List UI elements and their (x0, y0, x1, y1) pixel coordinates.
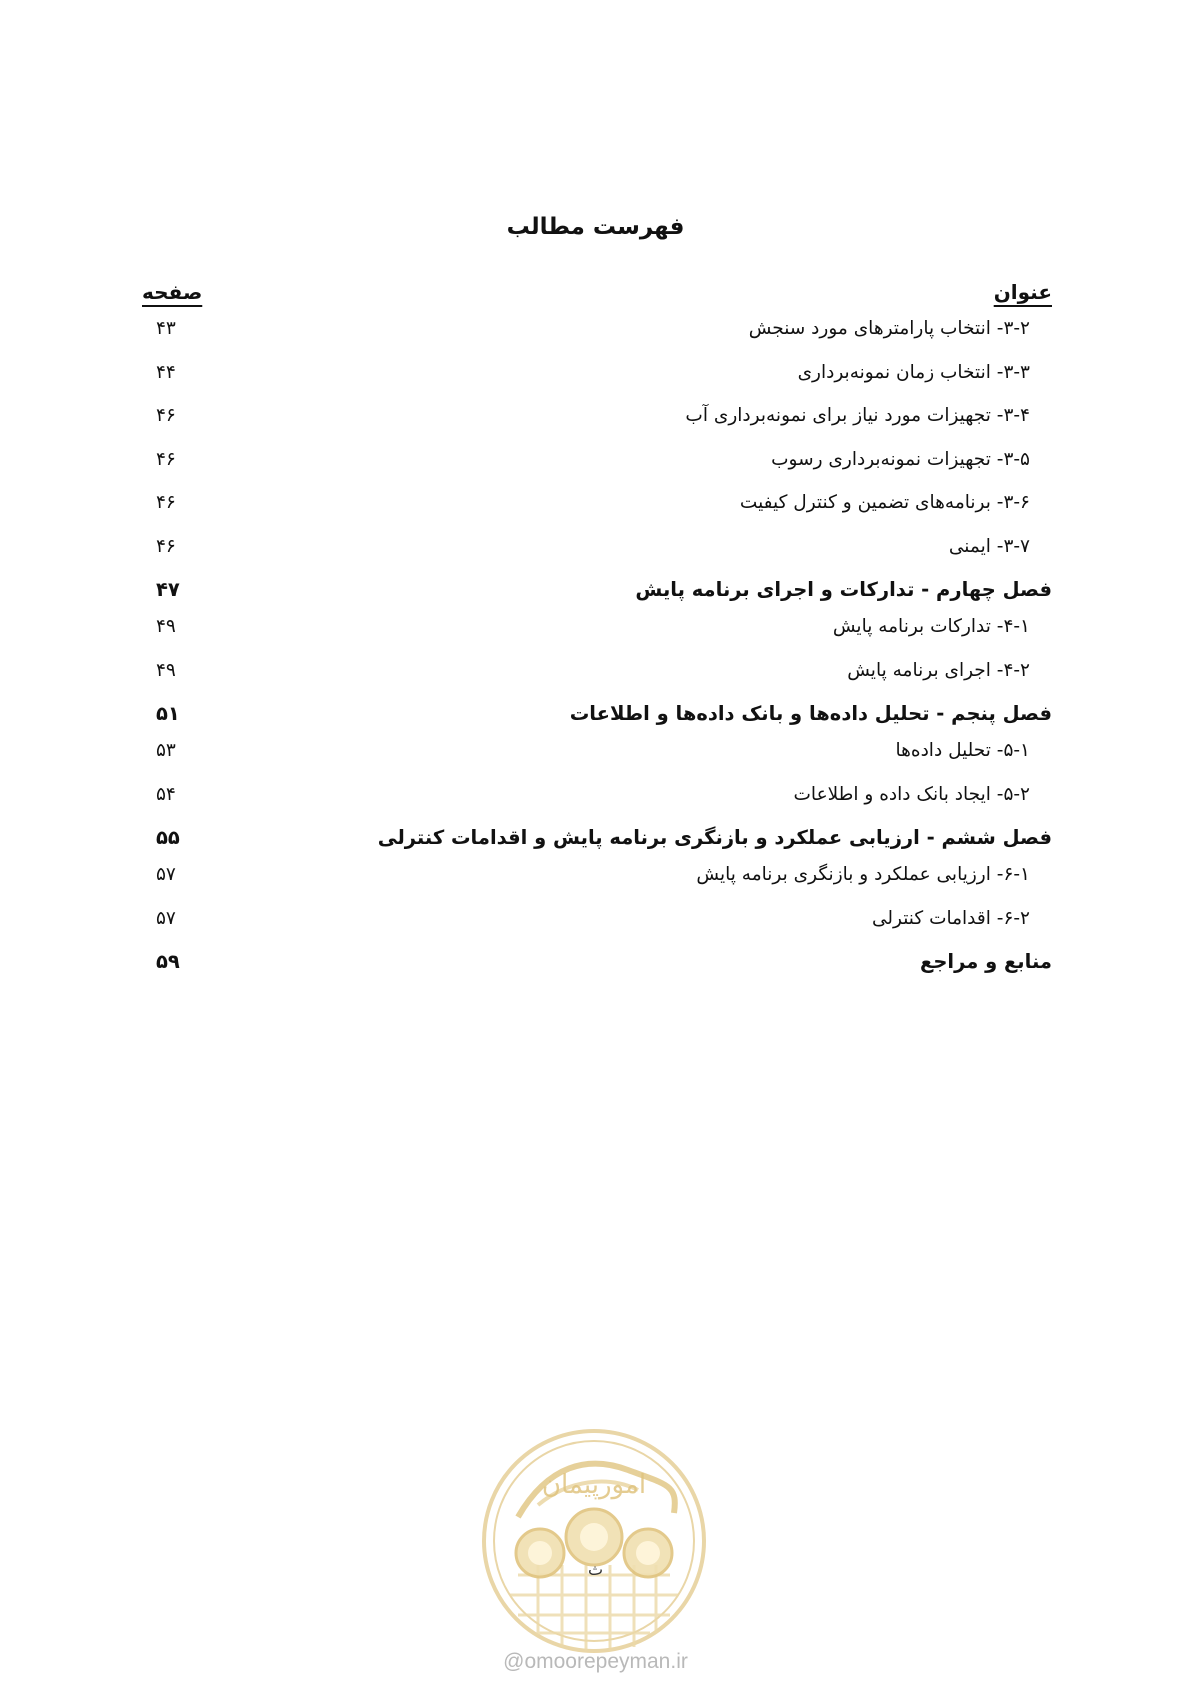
toc-entry[interactable] (142, 780, 1052, 824)
toc-chapter-label: فصل ششم - ارزیابی عملکرد و بازنگری برنامه پایش و اقدامات کنترلی (377, 826, 1052, 849)
toc-chapter-entry[interactable] (142, 947, 1052, 984)
toc-entry-label: ۶-۱- ارزیابی عملکرد و بازنگری برنامه پایش (696, 864, 1030, 885)
toc-chapter-page: ۴۷ (156, 578, 180, 601)
toc-header-row (142, 280, 1052, 314)
toc-entry-label: ۴-۲- اجرای برنامه پایش (847, 659, 1030, 681)
table-of-contents (142, 280, 1052, 984)
toc-entry[interactable] (142, 532, 1052, 576)
toc-entry[interactable] (142, 656, 1052, 700)
toc-chapter-label: فصل چهارم - تدارکات و اجرای برنامه پایش (635, 578, 1052, 601)
toc-entry-label: ۳-۴- تجهیزات مورد نیاز برای نمونه‌برداری آب (685, 405, 1030, 426)
page-column-header: صفحه (142, 280, 203, 304)
toc-entry-label: ۵-۱- تحلیل داده‌ها (895, 740, 1030, 761)
toc-chapter-page: ۵۵ (156, 826, 180, 849)
toc-entry-page: ۵۷ (156, 907, 176, 929)
toc-entry-page: ۴۶ (156, 405, 176, 426)
page-number-letter: ث (587, 1560, 604, 1579)
title-column-header: عنوان (993, 280, 1052, 304)
toc-entry[interactable] (142, 612, 1052, 656)
toc-entry-page: ۴۳ (156, 318, 176, 339)
toc-entry-page: ۴۶ (156, 448, 176, 470)
toc-entry-label: ۳-۷- ایمنی (948, 535, 1030, 557)
toc-entry[interactable] (142, 314, 1052, 358)
toc-entry-page: ۵۷ (156, 864, 176, 885)
toc-entry[interactable] (142, 860, 1052, 904)
toc-entry-page: ۴۶ (156, 535, 176, 557)
toc-entry-page: ۴۹ (156, 659, 176, 681)
toc-entry[interactable] (142, 401, 1052, 445)
toc-entry-page: ۴۴ (156, 361, 176, 383)
toc-entry-page: ۴۶ (156, 492, 176, 513)
toc-entry[interactable] (142, 445, 1052, 489)
toc-chapter-entry[interactable] (142, 575, 1052, 612)
toc-entry[interactable] (142, 488, 1052, 532)
toc-chapter-entry[interactable] (142, 823, 1052, 860)
watermark-seal-logo (478, 1425, 710, 1657)
toc-entry[interactable] (142, 358, 1052, 402)
toc-entry-label: ۳-۶- برنامه‌های تضمین و کنترل کیفیت (739, 492, 1030, 513)
toc-entry-label: ۳-۳- انتخاب زمان نمونه‌برداری (797, 361, 1030, 383)
toc-entry[interactable] (142, 736, 1052, 780)
toc-entry-page: ۴۹ (156, 616, 176, 637)
toc-entry[interactable] (142, 904, 1052, 948)
toc-entry-label: ۴-۱- تدارکات برنامه پایش (832, 616, 1030, 637)
toc-chapter-entry[interactable] (142, 699, 1052, 736)
watermark-url: @omoorepeyman.ir (503, 1650, 688, 1673)
toc-chapter-page: ۵۹ (156, 950, 180, 973)
toc-entry-label: ۳-۵- تجهیزات نمونه‌برداری رسوب (771, 448, 1030, 470)
toc-entry-label: ۶-۲- اقدامات کنترلی (871, 907, 1030, 929)
toc-entry-label: ۳-۲- انتخاب پارامترهای مورد سنجش (748, 318, 1030, 339)
toc-entry-page: ۵۳ (156, 740, 176, 761)
toc-entry-page: ۵۴ (156, 783, 176, 805)
toc-chapter-label: فصل پنجم - تحلیل داده‌ها و بانک داده‌ها و اطلاعات (569, 702, 1052, 725)
toc-chapter-label: منابع و مراجع (920, 950, 1052, 973)
toc-entry-label: ۵-۲- ایجاد بانک داده و اطلاعات (793, 783, 1030, 805)
page-title: فهرست مطالب (506, 214, 685, 240)
toc-chapter-page: ۵۱ (156, 702, 180, 725)
seal-lettering: امورپیمان (541, 1470, 647, 1500)
